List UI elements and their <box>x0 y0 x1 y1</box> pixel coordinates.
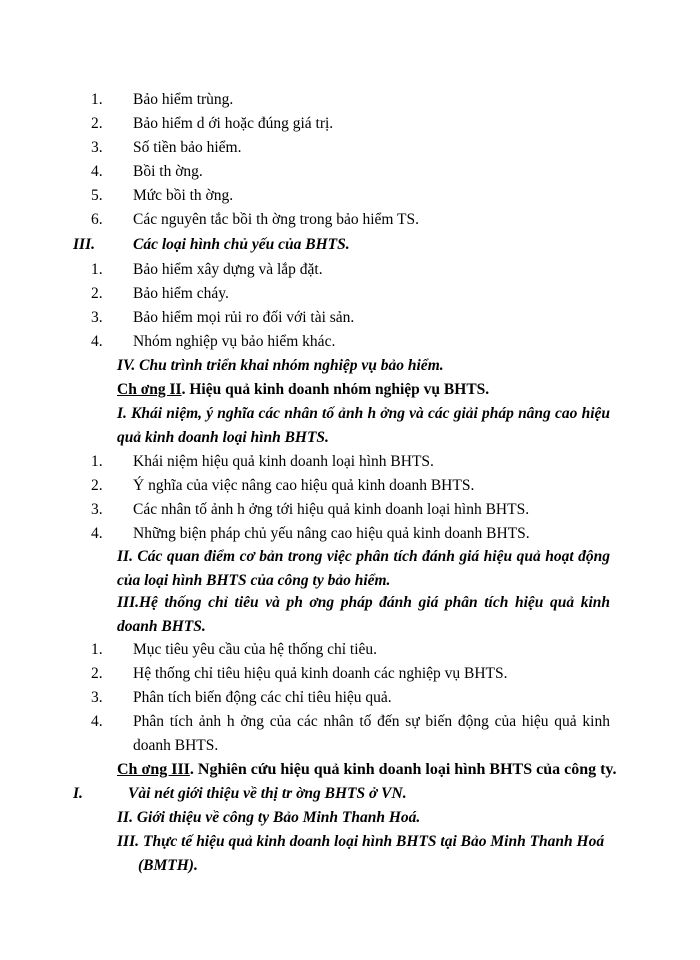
roman-numeral: I. <box>73 785 83 802</box>
item-text: Bảo hiểm trùng. <box>133 91 234 108</box>
section-heading: IV. Chu trình triển khai nhóm nghiệp vụ bảo hiểm. <box>117 357 444 374</box>
chapter-label: Ch ơng II <box>117 381 182 398</box>
item-text: Các nguyên tắc bồi th ờng trong bảo hiểm TS. <box>133 211 420 228</box>
roman-numeral: III. <box>73 236 95 253</box>
heading-text: Vài nét giới thiệu về thị tr ờng BHTS ở VN. <box>128 785 407 802</box>
item-text: Mục tiêu yêu cầu của hệ thống chỉ tiêu. <box>133 641 378 658</box>
item-text: Phân tích biến động các chỉ tiêu hiệu quả. <box>133 689 392 706</box>
chapter-label: Ch ơng III <box>117 761 190 778</box>
item-number: 2. <box>91 285 103 302</box>
heading-text: Các loại hình chủ yếu của BHTS. <box>133 236 350 253</box>
item-text: Khái niệm hiệu quả kinh doanh loại hình BHTS. <box>133 453 434 470</box>
chapter-heading <box>117 760 617 780</box>
item-number: 2. <box>91 665 103 682</box>
item-number: 4. <box>91 713 103 730</box>
roman-numeral: III. <box>117 833 139 850</box>
chapter-title: . Nghiên cứu hiệu quả kinh doanh loại hình BHTS của công ty. <box>189 761 617 778</box>
item-text: Ý nghĩa của việc nâng cao hiệu quả kinh doanh BHTS. <box>133 477 475 494</box>
item-number: 2. <box>91 477 103 494</box>
section-heading: III.Hệ thống chỉ tiêu và ph ơng pháp đánh giá phân tích hiệu quả kinh doanh BHTS. <box>117 594 610 635</box>
item-number: 5. <box>91 187 103 204</box>
item-number: 4. <box>91 163 103 180</box>
heading-text: Thực tế hiệu quả kinh doanh loại hình BHTS tại Bảo Minh Thanh Hoá <box>143 833 605 850</box>
item-number: 1. <box>91 453 103 470</box>
item-text: Những biện pháp chủ yếu nâng cao hiệu quả kinh doanh BHTS. <box>133 525 530 542</box>
item-text: Mức bồi th ờng. <box>133 187 234 204</box>
item-number: 4. <box>91 333 103 350</box>
item-text: Bảo hiểm d ới hoặc đúng giá trị. <box>133 115 334 132</box>
item-number: 3. <box>91 309 103 326</box>
item-number: 1. <box>91 91 103 108</box>
section-heading: I. Khái niệm, ý nghĩa các nhân tố ảnh h ởng và các giải pháp nâng cao hiệu quả kinh doanh loại hình BHTS. <box>117 405 610 446</box>
item-number: 1. <box>91 261 103 278</box>
item-text: Nhóm nghiệp vụ bảo hiểm khác. <box>133 333 336 350</box>
item-text: Bảo hiểm mọi rủi ro đối với tài sản. <box>133 309 355 326</box>
item-text: Bảo hiểm xây dựng và lắp đặt. <box>133 261 323 278</box>
chapter-title: . Hiệu quả kinh doanh nhóm nghiệp vụ BHTS. <box>181 381 490 398</box>
item-number: 4. <box>91 525 103 542</box>
item-number: 6. <box>91 211 103 228</box>
item-text: Số tiền bảo hiểm. <box>133 139 242 156</box>
item-number: 2. <box>91 115 103 132</box>
item-number: 3. <box>91 689 103 706</box>
item-text: Phân tích ảnh h ởng của các nhân tố đến sự biến động của hiệu quả kinh doanh BHTS. <box>133 713 610 754</box>
item-number: 3. <box>91 139 103 156</box>
section-heading: II. Giới thiệu về công ty Bảo Minh Thanh Hoá. <box>117 809 421 826</box>
item-text: Bồi th ờng. <box>133 163 203 180</box>
item-number: 3. <box>91 501 103 518</box>
chapter-heading <box>117 380 489 400</box>
heading-text-continuation: (BMTH). <box>138 857 198 874</box>
item-text: Bảo hiểm cháy. <box>133 285 229 302</box>
item-text: Hệ thống chỉ tiêu hiệu quả kinh doanh các nghiệp vụ BHTS. <box>133 665 508 682</box>
item-text: Các nhân tố ảnh h ởng tới hiệu quả kinh doanh loại hình BHTS. <box>133 501 530 518</box>
section-heading: II. Các quan điểm cơ bản trong việc phân tích đánh giá hiệu quả hoạt động của loại hình BHTS của công ty bảo hiểm. <box>117 548 610 589</box>
item-number: 1. <box>91 641 103 658</box>
